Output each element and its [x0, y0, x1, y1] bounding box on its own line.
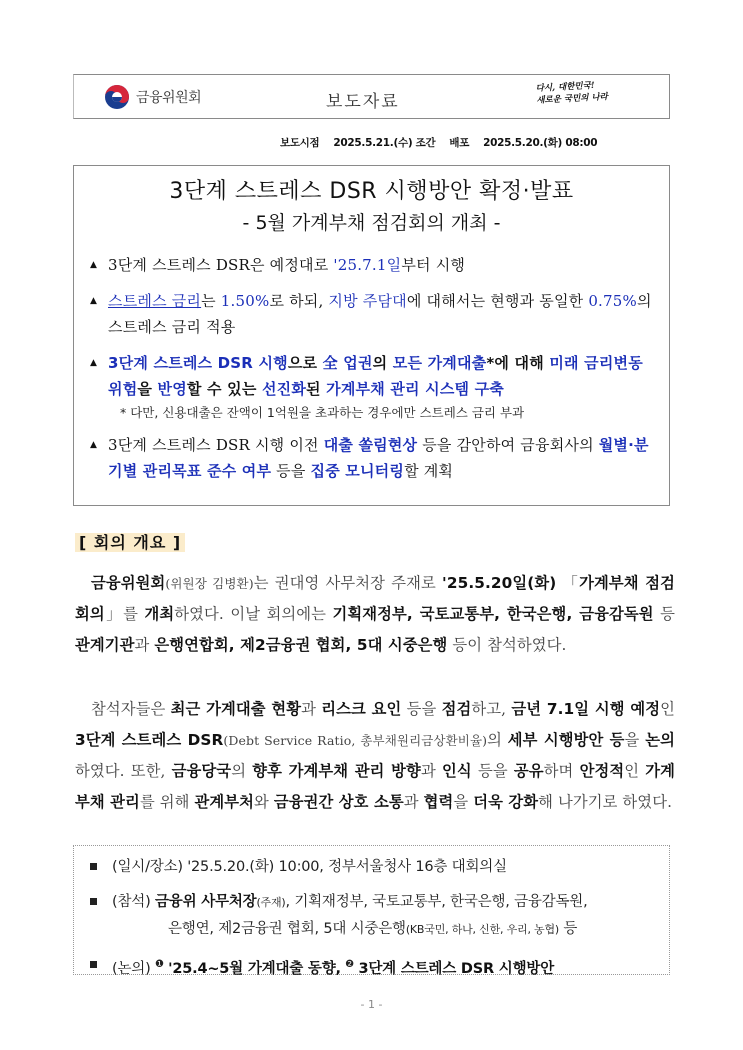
circled-two-icon: ❷: [345, 959, 355, 970]
org-name: 금융위원회: [136, 90, 202, 106]
attendees-host-name: 금융위 사무처장: [154, 894, 257, 910]
release-value: 2025.5.21.(수) 조간: [333, 137, 436, 149]
slogan-line-1: 다시, 대한민국!: [535, 80, 595, 94]
page-subtitle: - 5월 가계부채 점검회의 개최 -: [242, 212, 501, 234]
summary-bullet: ▲ 스트레스 금리는 1.50%로 하되, 지방 주담대에 대해서는 현행과 동일한 0.75%의 스트레스 금리 적용: [88, 288, 658, 340]
schedule-label: (일시/장소): [112, 859, 183, 875]
meeting-info-box: [73, 845, 670, 975]
section-heading-text: [ 회의 개요 ]: [75, 533, 185, 552]
circled-one-icon: ❶: [154, 959, 164, 970]
taegeuk-logo-icon: [104, 84, 130, 110]
agenda-label: (논의): [112, 960, 151, 977]
section-heading: [75, 530, 185, 553]
summary-bullet: ▲ 3단계 스트레스 DSR 시행 이전 대출 쏠림현상 등을 감안하여 금융회사의 월별·분기별 관리목표 준수 여부 등을 집중 모니터링할 계획: [88, 432, 658, 484]
schedule-value: '25.5.20.(화) 10:00, 정부서울청사 16층 대회의실: [187, 859, 507, 875]
meeting-attendees: (참석) 금융위 사무처장(주재), 기획재정부, 국토교통부, 한국은행, 금융감독원,: [74, 889, 669, 916]
paragraph-meeting-overview: 금융위원회(위원장 김병환)는 권대영 사무처장 주재로 '25.5.20일(화) 「가계부채 점검회의」를 개최하였다. 이날 회의에는 기획재정부, 국토교통부, 한국은행, 금융감독원 등 관계기관과 은행연합회, 제2금융권 협회, 5대 시중은행 등이 참석하였다.: [75, 574, 676, 654]
slogan-line-2: 새로운 국민의 나라: [536, 92, 609, 106]
square-bullet-icon: [90, 898, 97, 905]
release-label: 보도시점: [280, 137, 320, 149]
square-bullet-icon: [90, 961, 97, 968]
paragraph-discussion: 참석자들은 최근 가계대출 현황과 리스크 요인 등을 점검하고, 금년 7.1일 시행 예정인 3단계 스트레스 DSR(Debt Service Ratio, 총부채원리금상환비율)의 세부 시행방안 등을 논의하였다. 또한, 금융당국의 향후 가계부채 관리 방향과 인식 등을 공유하며 안정적인 가계부채 관리를 위해 관계부처와 금융권간 상호 소통과 협력을 더욱 강화해 나가기로 하였다.: [75, 700, 676, 811]
triangle-bullet-icon: ▲: [90, 296, 98, 306]
triangle-bullet-icon: ▲: [90, 440, 98, 450]
summary-bullets: [88, 252, 658, 484]
triangle-bullet-icon: ▲: [90, 358, 98, 368]
document-type: 보도자료: [326, 92, 400, 112]
summary-bullet: ▲ 3단계 스트레스 DSR 시행으로 全 업권의 모든 가계대출*에 대해 미래 금리변동 위험을 반영할 수 있는 선진화된 가계부채 관리 시스템 구축: [88, 350, 658, 402]
attendees-label: (참석): [112, 894, 151, 910]
release-dates: [280, 135, 597, 150]
square-bullet-icon: [90, 863, 97, 870]
footnote: * 다만, 신용대출은 잔액이 1억원을 초과하는 경우에만 스트레스 금리 부과: [120, 405, 525, 420]
distribution-value: 2025.5.20.(화) 08:00: [483, 137, 598, 149]
slogan: [535, 79, 608, 107]
summary-box: [73, 165, 670, 506]
page-number: - 1 -: [360, 998, 383, 1011]
meeting-agenda: (논의) $^❶$ '25.4~5월 가계대출 동향, $^❷$ 3단계 스트레스 DSR 시행방안: [74, 952, 669, 982]
fsc-logo: [104, 84, 201, 110]
distribution-label: 배포: [449, 137, 470, 149]
meeting-schedule: [74, 854, 669, 880]
summary-bullet: ▲ 3단계 스트레스 DSR은 예정대로 '25.7.1일부터 시행: [88, 252, 658, 278]
triangle-bullet-icon: ▲: [90, 260, 98, 270]
letterhead: [73, 74, 670, 119]
meeting-attendees-continued: 은행연, 제2금융권 협회, 5대 시중은행(KB국민, 하나, 신한, 우리, 농협) 등: [168, 921, 578, 937]
page-title: 3단계 스트레스 DSR 시행방안 확정·발표: [169, 179, 574, 204]
